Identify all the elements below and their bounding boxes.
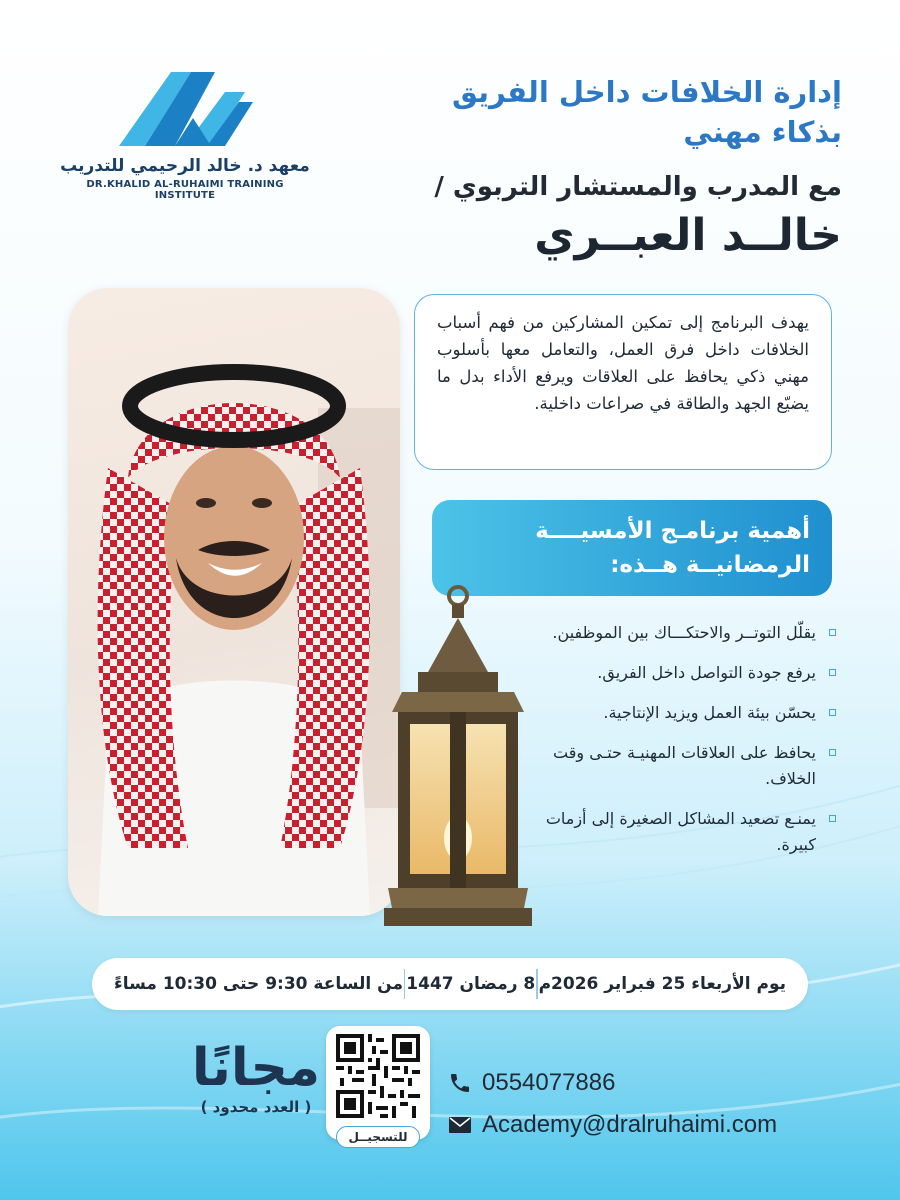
square-bullet-icon (829, 709, 836, 716)
price-block (176, 1038, 336, 1116)
trainer-portrait-illustration (68, 288, 400, 916)
divider (404, 969, 406, 999)
event-time: من الساعة 9:30 حتى 10:30 مساءً (114, 974, 403, 994)
importance-title-line2: الرمضانيــة هــذه: (610, 552, 810, 578)
envelope-icon (448, 1113, 472, 1137)
price-free: مجانًا (191, 1038, 321, 1098)
phone-number: 0554077886 (482, 1069, 616, 1096)
event-hijri-date: 8 رمضان 1447 (406, 974, 536, 994)
contact-block (448, 1066, 808, 1150)
ramadan-lantern-icon (378, 582, 538, 942)
email-address: Academy@dralruhaimi.com (482, 1111, 778, 1138)
qr-code-icon (336, 1034, 420, 1118)
list-item: يمنـع تصعيد المشاكل الصغيرة إلى أزمات كبيرة. (540, 806, 836, 858)
phone-row[interactable] (448, 1066, 808, 1100)
trainer-name: خالــد العبــري (534, 210, 842, 261)
divider (536, 969, 538, 999)
institute-logo (60, 62, 310, 212)
institute-name-arabic: معهد د. خالد الرحيمي للتدريب (60, 156, 310, 176)
institute-logo-icon (115, 62, 255, 152)
trainer-prefix: مع المدرب والمستشار التربوي / (434, 172, 842, 202)
square-bullet-icon (829, 629, 836, 636)
list-item: يقلّل التوتــر والاحتكـــاك بين الموظفين. (540, 620, 836, 646)
square-bullet-icon (829, 749, 836, 756)
register-label[interactable]: للتسجيــل (336, 1126, 420, 1148)
program-title-line2: بذكاء مهني (683, 115, 842, 149)
list-item: يرفع جودة التواصل داخل الفريق. (540, 660, 836, 686)
event-date: يوم الأربعاء 25 فبراير 2026م (538, 974, 786, 994)
program-description: يهدف البرنامج إلى تمكين المشاركين من فهم أسباب الخلافات داخل فرق العمل، والتعامل معها بأسلوب مهني ذكي يحافظ على العلاقات ويرفع الأداء بدل ما يضيّع الجهد والطاقة في صراعات داخلية. (414, 294, 832, 470)
institute-name-english: DR.KHALID AL-RUHAIMI TRAINING INSTITUTE (86, 179, 284, 201)
schedule-bar (92, 958, 808, 1010)
limited-seats-note: ( العدد محدود ) (200, 1098, 312, 1116)
importance-list (540, 620, 836, 872)
list-item: يحافظ على العلاقات المهنيـة حتـى وقت الخلاف. (540, 740, 836, 792)
importance-title-line1: أهمية برنامـج الأمسيــــة (535, 518, 810, 544)
email-row[interactable] (448, 1108, 808, 1142)
registration-qr-code[interactable] (326, 1026, 430, 1140)
list-item: يحسّن بيئة العمل ويزيد الإنتاجية. (540, 700, 836, 726)
square-bullet-icon (829, 669, 836, 676)
program-title-line1: إدارة الخلافات داخل الفريق (451, 75, 842, 109)
square-bullet-icon (829, 815, 836, 822)
phone-icon (448, 1071, 472, 1095)
trainer-photo (68, 288, 400, 916)
title-block (342, 72, 842, 261)
